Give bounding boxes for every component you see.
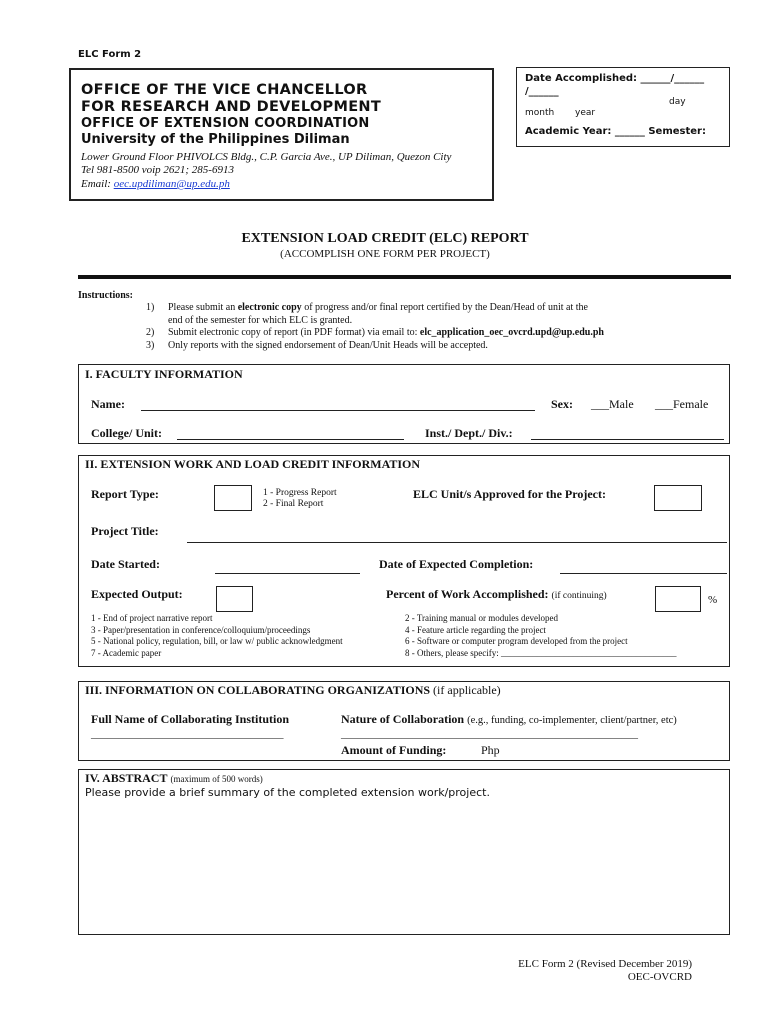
percent-sign: % (708, 594, 718, 606)
instruction-text-bold: elc_application_oec_ovcrd.upd@up.edu.ph (419, 327, 604, 338)
abstract-heading (85, 771, 263, 786)
collaborating-orgs-section (78, 681, 730, 761)
output-option: 8 - Others, please specify: _______________________________________ (405, 647, 677, 658)
academic-year-semester: Academic Year: ______ Semester: (525, 126, 706, 137)
instruction-num: 2) (146, 327, 155, 338)
date-accomplished: Date Accomplished: ______/______ (525, 73, 705, 84)
name-label: Name: (91, 397, 125, 411)
instruction-text-bold: electronic copy (237, 302, 302, 313)
percent-work-label (386, 587, 607, 602)
report-type-label: Report Type: (91, 487, 159, 501)
office-line1: OFFICE OF THE VICE CHANCELLOR (81, 82, 368, 98)
university-name: University of the Philippines (81, 132, 290, 147)
report-type-option-2: 2 - Final Report (263, 499, 324, 509)
abstract-instruction: Please provide a brief summary of the completed extension work/project. (85, 786, 490, 799)
title-divider (78, 275, 731, 279)
instruction-text-pre: Please submit an (168, 302, 238, 313)
output-option: 7 - Academic paper (91, 647, 162, 658)
footer-form-revision: ELC Form 2 (Revised December 2019) (518, 958, 692, 970)
funding-currency: Php (481, 743, 500, 757)
month-label: month (525, 108, 555, 118)
date-expected-label: Date of Expected Completion: (379, 557, 534, 571)
date-started-label: Date Started: (91, 557, 160, 571)
office-email-line (81, 178, 230, 190)
elc-units-input[interactable] (654, 485, 702, 511)
funding-label: Amount of Funding: (341, 743, 447, 757)
office-tel: Tel 981-8500 voip 2621; 285-6913 (81, 164, 234, 176)
date-started-input[interactable] (215, 573, 360, 574)
output-option: 5 - National policy, regulation, bill, or law w/ public acknowledgment (91, 636, 343, 646)
nature-label-line (341, 712, 677, 727)
collaborating-orgs-heading (85, 683, 501, 698)
email-link[interactable]: oec.updiliman@up.edu.ph (113, 178, 230, 190)
project-title-label: Project Title: (91, 524, 159, 538)
percent-work-note: (if continuing) (551, 591, 607, 601)
faculty-info-section (78, 364, 730, 444)
elc-units-label: ELC Unit/s Approved for the Project: (413, 487, 606, 501)
campus-name: Diliman (293, 132, 350, 147)
instruction-continuation: end of the semester for which ELC is granted. (168, 314, 353, 326)
instruction-text (168, 327, 604, 340)
expected-output-label: Expected Output: (91, 587, 183, 601)
collaborating-orgs-note: (if applicable) (433, 683, 501, 697)
faculty-info-heading: I. FACULTY INFORMATION (85, 367, 243, 381)
report-type-option-1: 1 - Progress Report (263, 488, 337, 498)
instruction-item (146, 340, 706, 353)
sex-male-option[interactable]: ___Male (591, 397, 634, 411)
output-option: 4 - Feature article regarding the project (405, 624, 546, 635)
office-line3: OFFICE OF EXTENSION COORDINATION (81, 116, 370, 131)
inst-label: Inst./ Dept./ Div.: (425, 426, 513, 440)
email-label: Email: (81, 178, 111, 190)
abstract-section[interactable] (78, 769, 730, 935)
nature-note: (e.g., funding, co-implementer, client/partner, etc) (467, 715, 677, 726)
nature-label: Nature of Collaboration (341, 712, 465, 726)
day-label: day (669, 97, 686, 107)
year-label: year (575, 108, 596, 118)
outputs-right-list (405, 613, 676, 659)
nature-input[interactable]: ______________________________________________________ (341, 728, 638, 740)
extension-work-heading: II. EXTENSION WORK AND LOAD CREDIT INFORMATION (85, 457, 421, 471)
footer (518, 958, 692, 984)
percent-work-text: Percent of Work Accomplished: (386, 587, 549, 601)
date-box (516, 67, 730, 147)
date-expected-input[interactable] (560, 573, 727, 574)
name-input[interactable] (141, 410, 535, 411)
institution-input[interactable]: ___________________________________ (91, 728, 284, 740)
inst-input[interactable] (531, 439, 724, 440)
expected-output-input[interactable] (216, 586, 253, 612)
sex-label: Sex: (551, 397, 573, 411)
abstract-note: (maximum of 500 words) (170, 774, 263, 784)
instruction-text-pre: Submit electronic copy of report (in PDF format) via email to: (168, 327, 420, 338)
form-id: ELC Form 2 (78, 49, 142, 60)
instruction-text-post: of progress and/or final report certified by the Dean/Head of unit at the (301, 302, 588, 313)
footer-office: OEC-OVCRD (627, 971, 692, 983)
office-header-box (69, 68, 494, 201)
instruction-num: 3) (146, 339, 155, 351)
output-option: 3 - Paper/presentation in conference/colloquium/proceedings (91, 624, 311, 635)
institution-label: Full Name of Collaborating Institution (91, 712, 290, 726)
collaborating-orgs-title: III. INFORMATION ON COLLABORATING ORGANIZATIONS (85, 683, 431, 697)
report-subtitle: (ACCOMPLISH ONE FORM PER PROJECT) (280, 248, 490, 260)
outputs-left-list (91, 613, 343, 659)
office-line2: FOR RESEARCH AND DEVELOPMENT (81, 99, 382, 115)
instruction-item (146, 327, 706, 340)
output-option: 2 - Training manual or modules developed (405, 613, 558, 623)
project-title-input[interactable] (187, 542, 727, 543)
report-title: EXTENSION LOAD CREDIT (ELC) REPORT (241, 231, 529, 246)
output-option: 1 - End of project narrative report (91, 613, 213, 623)
percent-work-input[interactable] (655, 586, 701, 612)
date-accomplished-cont: /______ (525, 86, 559, 97)
office-address: Lower Ground Floor PHIVOLCS Bldg., C.P. Garcia Ave., UP Diliman, Quezon City (81, 151, 452, 163)
college-input[interactable] (177, 439, 404, 440)
extension-work-section (78, 455, 730, 667)
instruction-num: 1) (146, 302, 155, 313)
instruction-text: Only reports with the signed endorsement of Dean/Unit Heads will be accepted. (168, 339, 488, 351)
report-type-input[interactable] (214, 485, 252, 511)
instruction-text (168, 302, 588, 315)
instructions-label: Instructions: (78, 290, 134, 301)
college-label: College/ Unit: (91, 426, 162, 440)
university-line (81, 132, 350, 147)
abstract-title: IV. ABSTRACT (85, 771, 168, 785)
instructions-list (146, 302, 706, 352)
output-option: 6 - Software or computer program developed from the project (405, 636, 628, 646)
instruction-item (146, 302, 706, 315)
sex-female-option[interactable]: ___Female (655, 397, 709, 411)
